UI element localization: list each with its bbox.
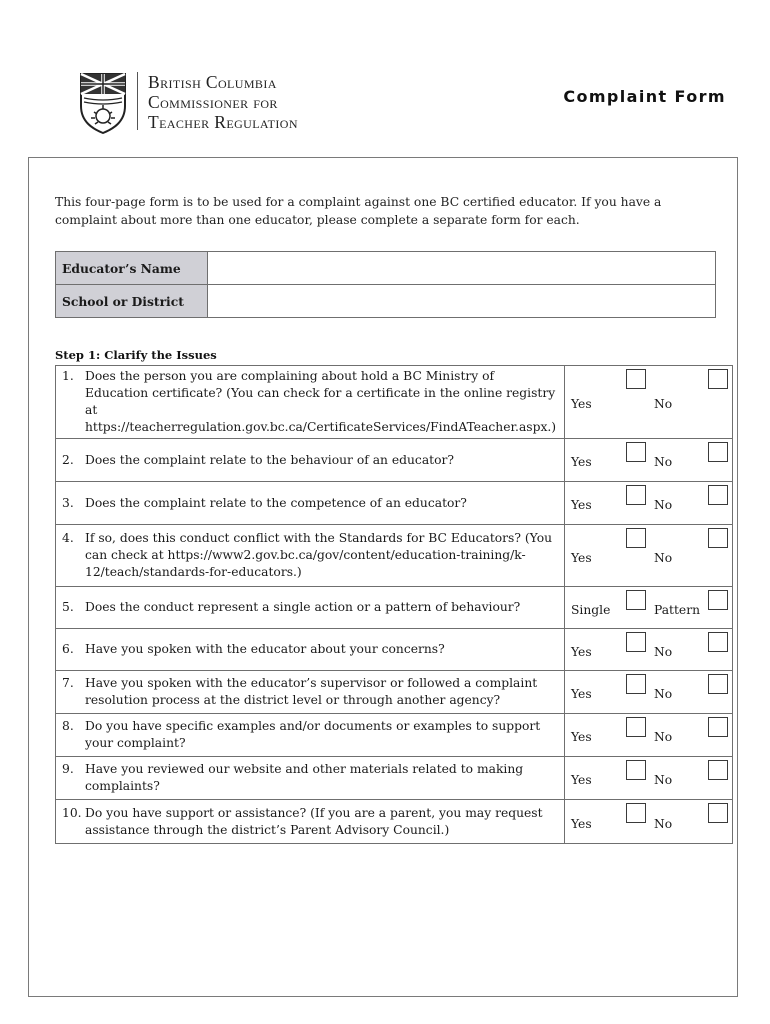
answer-cell — [565, 587, 733, 629]
question-cell — [56, 757, 565, 800]
option-yes-label: Yes — [571, 397, 592, 412]
no-checkbox[interactable] — [708, 442, 728, 462]
question-number: 7. — [62, 676, 74, 690]
option-yes-label: Yes — [571, 816, 592, 831]
question-row — [56, 629, 733, 671]
yes-checkbox[interactable] — [626, 442, 646, 462]
option-yes-label: Yes — [571, 550, 592, 565]
intro-text: This four-page form is to be used for a complaint against one BC certified educator. If you have a complaint about more than one educator, please complete a separate form for each. — [55, 195, 662, 227]
yes-checkbox[interactable] — [626, 632, 646, 652]
yes-checkbox[interactable] — [626, 528, 646, 548]
school-district-field[interactable] — [208, 285, 716, 318]
form-title: Complaint Form — [563, 87, 726, 106]
question-row — [56, 757, 733, 800]
yes-checkbox[interactable] — [626, 717, 646, 737]
question-text: If so, does this conduct conflict with the Standards for BC Educators? (You can check at https://www2.gov.bc.ca/gov/content/education-training/k-12/teach/standards-for-educators.) — [85, 531, 553, 579]
no-checkbox[interactable] — [708, 760, 728, 780]
answer-cell — [565, 629, 733, 671]
org-name-line-2: Commissioner for — [148, 92, 278, 112]
answer-cell — [565, 439, 733, 482]
option-no-label: No — [654, 455, 673, 470]
question-number: 9. — [62, 762, 74, 776]
school-district-row — [56, 285, 716, 318]
option-yes-label: Yes — [571, 498, 592, 513]
answer-cell — [565, 671, 733, 714]
no-checkbox[interactable] — [708, 717, 728, 737]
question-text: Does the complaint relate to the competence of an educator? — [85, 495, 467, 510]
question-row — [56, 525, 733, 587]
question-number: 2. — [62, 452, 74, 467]
question-cell — [56, 714, 565, 757]
yes-checkbox[interactable] — [626, 803, 646, 823]
option-no-label: No — [654, 687, 673, 702]
question-cell — [56, 671, 565, 714]
question-row — [56, 482, 733, 525]
option-no-label: No — [654, 498, 673, 513]
question-cell — [56, 439, 565, 482]
organization-name — [148, 72, 368, 132]
question-text: Have you reviewed our website and other materials related to making complaints? — [85, 762, 524, 793]
option-yes-label: Yes — [571, 730, 592, 745]
page-header — [0, 0, 770, 150]
single-checkbox[interactable] — [626, 590, 646, 610]
answer-cell — [565, 525, 733, 587]
option-no-label: No — [654, 397, 673, 412]
question-number: 4. — [62, 531, 74, 545]
no-checkbox[interactable] — [708, 803, 728, 823]
question-cell — [56, 482, 565, 525]
question-number: 6. — [62, 642, 74, 656]
question-cell — [56, 525, 565, 587]
question-cell — [56, 587, 565, 629]
question-text: Have you spoken with the educator about your concerns? — [85, 642, 445, 656]
question-text: Have you spoken with the educator’s supervisor or followed a complaint resolution process at the district level or through another agency? — [85, 676, 538, 707]
option-no-label: No — [654, 550, 673, 565]
option-pattern-label: Pattern — [654, 602, 701, 617]
questions-table — [55, 365, 733, 844]
step-1-title: Step 1: Clarify the Issues — [55, 348, 217, 362]
question-number: 10. — [62, 805, 82, 820]
question-row — [56, 800, 733, 844]
option-no-label: No — [654, 773, 673, 788]
no-checkbox[interactable] — [708, 632, 728, 652]
no-checkbox[interactable] — [708, 485, 728, 505]
educator-name-label: Educator’s Name — [56, 252, 208, 285]
question-number: 8. — [62, 719, 74, 733]
option-no-label: No — [654, 730, 673, 745]
question-row — [56, 671, 733, 714]
educator-name-row — [56, 252, 716, 285]
question-number: 1. — [62, 369, 74, 383]
yes-checkbox[interactable] — [626, 760, 646, 780]
question-cell — [56, 800, 565, 844]
no-checkbox[interactable] — [708, 674, 728, 694]
option-yes-label: Yes — [571, 644, 592, 659]
educator-info-table — [55, 251, 716, 318]
question-number: 5. — [62, 600, 74, 614]
question-text: Does the person you are complaining about hold a BC Ministry of Education certificate? (You can check for a certificate in the online registry at https://teacherregulation.gov.bc.ca/CertificateServices/FindATeacher.aspx.) — [85, 369, 557, 434]
question-number: 3. — [62, 495, 74, 510]
option-no-label: No — [654, 816, 673, 831]
question-cell — [56, 366, 565, 439]
educator-name-field[interactable] — [208, 252, 716, 285]
option-single-label: Single — [571, 602, 611, 617]
answer-cell — [565, 800, 733, 844]
question-text: Does the conduct represent a single action or a pattern of behaviour? — [85, 600, 521, 614]
option-yes-label: Yes — [571, 455, 592, 470]
answer-cell — [565, 714, 733, 757]
org-name-line-1: British Columbia — [148, 72, 277, 92]
yes-checkbox[interactable] — [626, 485, 646, 505]
answer-cell — [565, 482, 733, 525]
question-row — [56, 587, 733, 629]
option-yes-label: Yes — [571, 687, 592, 702]
org-name-line-3: Teacher Regulation — [148, 112, 298, 132]
logo-divider — [137, 72, 138, 130]
no-checkbox[interactable] — [708, 369, 728, 389]
question-text: Does the complaint relate to the behaviour of an educator? — [85, 452, 454, 467]
yes-checkbox[interactable] — [626, 369, 646, 389]
no-checkbox[interactable] — [708, 528, 728, 548]
question-cell — [56, 629, 565, 671]
question-row — [56, 439, 733, 482]
answer-cell — [565, 757, 733, 800]
answer-cell — [565, 366, 733, 439]
question-text: Do you have support or assistance? (If you are a parent, you may request assistance through the district’s Parent Advisory Council.) — [85, 805, 543, 837]
option-no-label: No — [654, 644, 673, 659]
bc-crest-icon — [78, 72, 128, 134]
option-yes-label: Yes — [571, 773, 592, 788]
pattern-checkbox[interactable] — [708, 590, 728, 610]
school-district-label: School or District — [56, 285, 208, 318]
question-row — [56, 366, 733, 439]
question-text: Do you have specific examples and/or documents or examples to support your complaint? — [85, 719, 541, 750]
question-row — [56, 714, 733, 757]
yes-checkbox[interactable] — [626, 674, 646, 694]
